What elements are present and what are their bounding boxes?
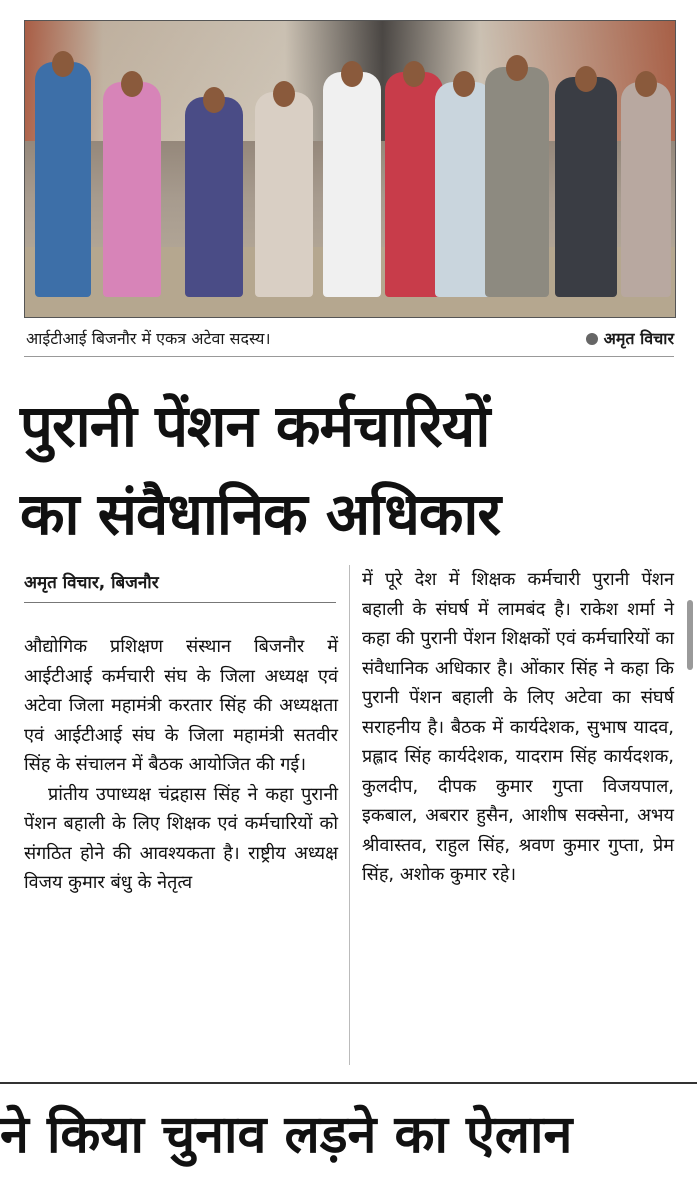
caption-rule: [24, 356, 674, 357]
photo-person: [103, 82, 161, 297]
photo-head: [506, 55, 528, 81]
photo-head: [121, 71, 143, 97]
photo-head: [341, 61, 363, 87]
photo-head: [635, 71, 657, 97]
headline-line-2: का संवैधानिक अधिकार: [20, 480, 501, 548]
bullet-icon: [586, 333, 598, 345]
photo-head: [453, 71, 475, 97]
section-rule: [0, 1082, 697, 1084]
article-column-2: [362, 565, 674, 890]
photo-person: [35, 62, 91, 297]
photo-head: [403, 61, 425, 87]
photo-person: [323, 72, 381, 297]
photo-caption: आईटीआई बिजनौर में एकत्र अटेवा सदस्य।: [26, 329, 271, 348]
byline-rule: [24, 602, 336, 603]
photo-head: [575, 66, 597, 92]
next-article-headline: ने किया चुनाव लड़ने का ऐलान: [0, 1105, 573, 1165]
photo-person: [485, 67, 549, 297]
photo-person: [185, 97, 243, 297]
photo-head: [203, 87, 225, 113]
photo-head: [273, 81, 295, 107]
article-paragraph: औद्योगिक प्रशिक्षण संस्थान बिजनौर में आईटीआई कर्मचारी संघ के जिला अध्यक्ष एवं अटेवा जिला महामंत्री करतार सिंह की अध्यक्षता एवं आईटीआई संघ के जिला महामंत्री सतवीर सिंह के संचालन में बैठक आयोजित की गई।: [24, 636, 338, 775]
article-paragraph: में पूरे देश में शिक्षक कर्मचारी पुरानी पेंशन बहाली के संघर्ष में लामबंद है। राकेश शर्मा ने कहा की पुरानी पेंशन शिक्षकों एवं कर्मचारियों का संवैधानिक अधिकार है। ओंकार सिंह ने कहा कि पुरानी पेंशन बहाली के लिए अटेवा का संघर्ष सराहनीय है। बैठक में कार्यदेशक, सुभाष यादव, प्रह्लाद सिंह कार्यदेशक, यादराम सिंह कार्यदशक, कुलदीप, दीपक कुमार गुप्ता विजयपाल, इकबाल, अबरार हुसैन, आशीष सक्सेना, अभय श्रीवास्तव, राहुल सिंह, श्रवण कुमार गुप्ता, प्रेम सिंह, अशोक कुमार रहे।: [362, 569, 674, 885]
photo-credit-text: अमृत विचार: [603, 329, 674, 348]
scrollbar[interactable]: [687, 600, 693, 670]
column-divider: [349, 565, 350, 1065]
photo-credit: [586, 326, 674, 352]
photo-person: [555, 77, 617, 297]
photo-person: [255, 92, 313, 297]
photo-head: [52, 51, 74, 77]
article-column-1: [24, 632, 338, 898]
headline-line-1: पुरानी पेंशन कर्मचारियों: [20, 392, 490, 460]
byline: अमृत विचार, बिजनौर: [24, 573, 159, 593]
article-paragraph: प्रांतीय उपाध्यक्ष चंद्रहास सिंह ने कहा पुरानी पेंशन बहाली के लिए शिक्षक एवं कर्मचारियों को संगठित होने की आवश्यकता है। राष्ट्रीय अध्यक्ष विजय कुमार बंधु के नेतृत्व: [24, 783, 338, 893]
group-photo: [24, 20, 676, 318]
photo-person: [621, 82, 671, 297]
photo-caption-bar: [24, 326, 674, 352]
